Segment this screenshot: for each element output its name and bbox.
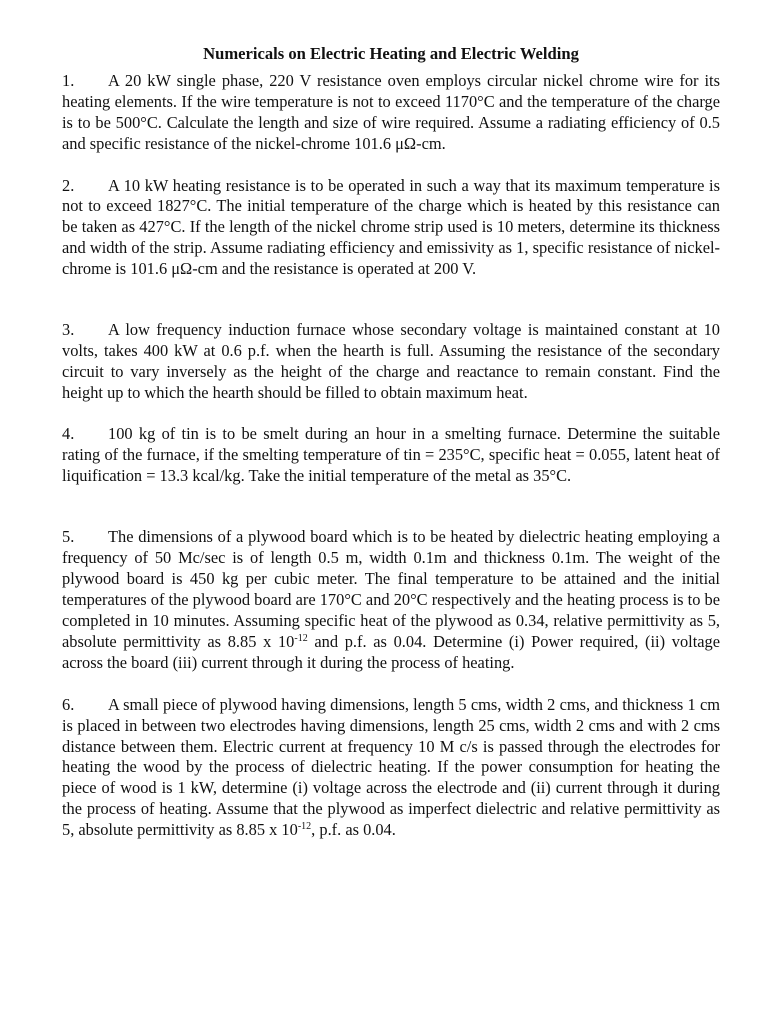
document-page	[62, 44, 720, 841]
problem-number: 6.	[62, 694, 75, 714]
exponent: -12	[294, 632, 308, 644]
exponent: -12	[297, 821, 312, 833]
problem-text: 100 kg of tin is to be smelt during an hour in a smelting furnace. Determine the suitable rating of the furnace, if the smelting temperature of tin = 235°C, specific heat = 0.055, latent heat of liquification = 13.3 kcal/kg. Take the initial temperature of the metal as 35°C.	[62, 423, 720, 485]
problem-text: A 20 kW single phase, 220 V resistance oven employs circular nickel chrome wire for its heating elements. If the wire temperature is not to exceed 1170°C and the temperature of the charge is to be 500°C. Calculate the length and size of wire required. Assume a radiating efficiency of 0.5 and specific resistance of the nickel-chrome 101.6 μΩ-cm.	[62, 70, 720, 153]
problem-3	[62, 320, 720, 404]
problem-number: 3.	[62, 320, 75, 340]
problem-1	[62, 71, 720, 155]
problem-text-continued: , p.f. as 0.04.	[311, 820, 396, 840]
problem-6	[62, 695, 720, 841]
problem-5	[62, 527, 720, 673]
problem-2	[62, 176, 720, 281]
problem-number: 2.	[62, 175, 75, 195]
problem-text-continued: and p.f. as 0.04. Determine (i) Power required, (ii) voltage across the board (iii) current through it during the process of heating.	[62, 631, 720, 672]
problem-text: A low frequency induction furnace whose secondary voltage is maintained constant at 10 volts, takes 400 kW at 0.6 p.f. when the hearth is full. Assuming the resistance of the secondary circuit to vary inversely as the height of the charge and reactance to remain constant. Find the height up to which the hearth should be filled to obtain maximum heat.	[62, 320, 720, 402]
problem-number: 1.	[62, 70, 75, 90]
problem-number: 5.	[62, 527, 75, 547]
problem-text: A 10 kW heating resistance is to be operated in such a way that its maximum temperature is not to exceed 1827°C. The initial temperature of the charge which is heated by this resistance can be taken as 427°C. If the length of the nickel chrome strip used is 10 meters, determine its thickness and width of the strip. Assume radiating efficiency and emissivity as 1, specific resistance of nickel-chrome is 101.6 μΩ-cm and the resistance is operated at 200 V.	[62, 175, 720, 279]
problem-text: The dimensions of a plywood board which is to be heated by dielectric heating employing a frequency of 50 Mc/sec is of length 0.5 m, width 0.1m and thickness 0.1m. The weight of the plywood board is 450 kg per cubic meter. The final temperature to be attained and the initial temperatures of the plywood board are 170°C and 20°C respectively and the heating process is to be completed in 10 minutes. Assuming specific heat of the plywood as 0.34, relative permittivity as 5, absolute permittivity as 8.85 x 10	[62, 527, 720, 651]
problem-text: A small piece of plywood having dimensions, length 5 cms, width 2 cms, and thickness 1 cm is placed in between two electrodes having dimensions, length 25 cms, width 2 cms and with 2 cms distance between them. Electric current at frequency 10 M c/s is passed through the electrodes for heating the wood by the process of dielectric heating. If the power consumption for heating the piece of wood is 1 kW, determine (i) voltage across the electrode and (ii) current through it during the process of heating. Assume that the plywood as imperfect dielectric and relative permittivity as 5, absolute permittivity as 8.85 x 10	[62, 694, 720, 840]
problem-4	[62, 424, 720, 487]
problem-number: 4.	[62, 423, 75, 443]
document-title: Numericals on Electric Heating and Electric Welding	[203, 44, 579, 63]
